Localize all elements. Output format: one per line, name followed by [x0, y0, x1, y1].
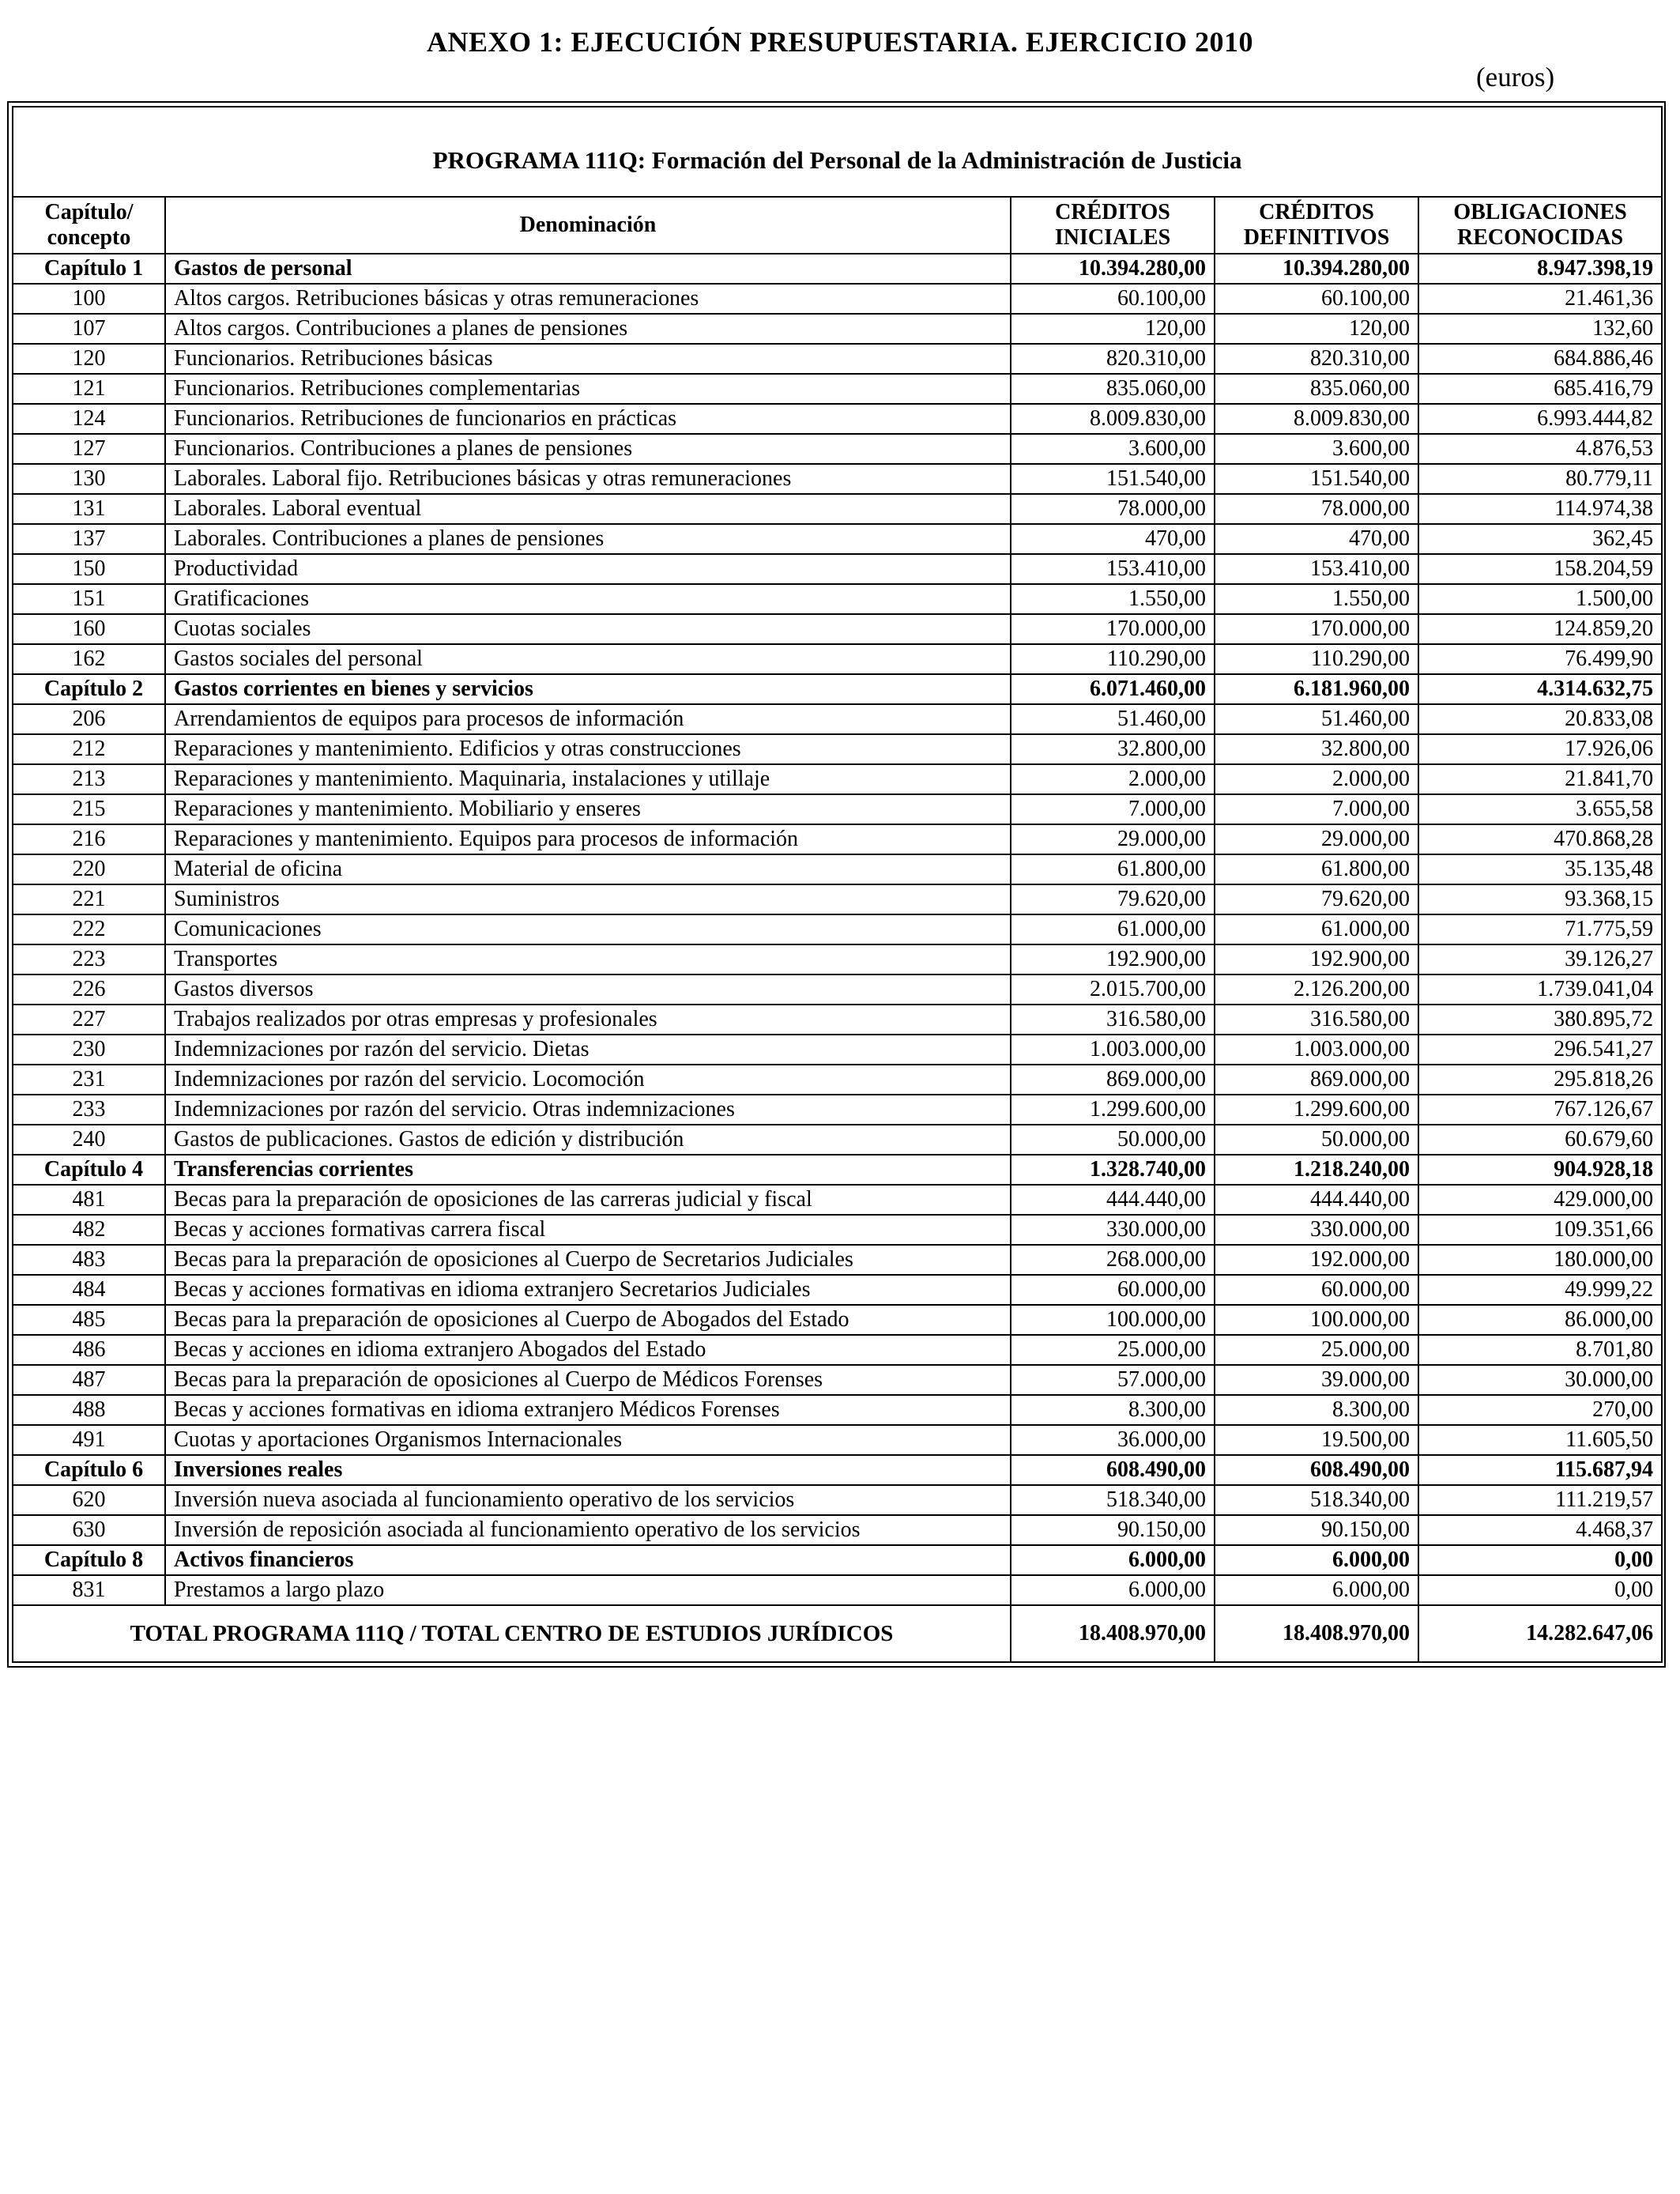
row-initial: 6.000,00 — [1011, 1545, 1215, 1575]
row-initial: 61.000,00 — [1011, 914, 1215, 944]
budget-table — [12, 106, 1663, 1663]
total-initial: 18.408.970,00 — [1011, 1605, 1215, 1662]
row-code: Capítulo 4 — [13, 1155, 165, 1185]
row-final: 79.620,00 — [1215, 884, 1418, 914]
row-initial: 820.310,00 — [1011, 344, 1215, 374]
row-code: 215 — [13, 794, 165, 824]
row-recognized: 114.974,38 — [1418, 494, 1662, 524]
row-initial: 10.394.280,00 — [1011, 254, 1215, 284]
row-recognized: 380.895,72 — [1418, 1005, 1662, 1035]
row-code: 233 — [13, 1095, 165, 1125]
row-final: 2.126.200,00 — [1215, 974, 1418, 1005]
column-header-code-line2: concepto — [47, 225, 131, 250]
row-name: Suministros — [165, 884, 1011, 914]
table-row — [13, 824, 1662, 854]
row-recognized: 767.126,67 — [1418, 1095, 1662, 1125]
row-code: 222 — [13, 914, 165, 944]
row-code: 487 — [13, 1365, 165, 1395]
row-name: Funcionarios. Retribuciones complementarias — [165, 374, 1011, 404]
row-final: 8.300,00 — [1215, 1395, 1418, 1425]
row-initial: 869.000,00 — [1011, 1065, 1215, 1095]
row-recognized: 20.833,08 — [1418, 704, 1662, 734]
row-final: 518.340,00 — [1215, 1485, 1418, 1515]
chapter-row — [13, 254, 1662, 284]
row-final: 25.000,00 — [1215, 1335, 1418, 1365]
row-initial: 7.000,00 — [1011, 794, 1215, 824]
table-row — [13, 1035, 1662, 1065]
row-recognized: 3.655,58 — [1418, 794, 1662, 824]
row-recognized: 8.947.398,19 — [1418, 254, 1662, 284]
row-name: Becas y acciones formativas carrera fiscal — [165, 1215, 1011, 1245]
program-title: PROGRAMA 111Q: Formación del Personal de la Administración de Justicia — [13, 107, 1662, 197]
row-name: Funcionarios. Retribuciones básicas — [165, 344, 1011, 374]
row-recognized: 429.000,00 — [1418, 1185, 1662, 1215]
row-code: 491 — [13, 1425, 165, 1455]
table-row — [13, 1065, 1662, 1095]
row-final: 8.009.830,00 — [1215, 404, 1418, 434]
row-final: 120,00 — [1215, 314, 1418, 344]
column-header-recognized — [1418, 197, 1662, 254]
row-initial: 1.550,00 — [1011, 584, 1215, 614]
table-row — [13, 554, 1662, 584]
row-code: Capítulo 6 — [13, 1455, 165, 1485]
row-final: 90.150,00 — [1215, 1515, 1418, 1545]
row-name: Trabajos realizados por otras empresas y profesionales — [165, 1005, 1011, 1035]
table-row — [13, 464, 1662, 494]
row-code: 107 — [13, 314, 165, 344]
row-name: Altos cargos. Contribuciones a planes de pensiones — [165, 314, 1011, 344]
row-code: 486 — [13, 1335, 165, 1365]
row-final: 32.800,00 — [1215, 734, 1418, 764]
column-header-code — [13, 197, 165, 254]
table-row — [13, 644, 1662, 674]
row-recognized: 0,00 — [1418, 1545, 1662, 1575]
row-name: Becas y acciones en idioma extranjero Abogados del Estado — [165, 1335, 1011, 1365]
table-row — [13, 284, 1662, 314]
row-name: Indemnizaciones por razón del servicio. Locomoción — [165, 1065, 1011, 1095]
row-name: Activos financieros — [165, 1545, 1011, 1575]
row-final: 51.460,00 — [1215, 704, 1418, 734]
row-recognized: 35.135,48 — [1418, 854, 1662, 884]
row-name: Reparaciones y mantenimiento. Equipos para procesos de información — [165, 824, 1011, 854]
row-recognized: 270,00 — [1418, 1395, 1662, 1425]
row-initial: 100.000,00 — [1011, 1305, 1215, 1335]
table-row — [13, 974, 1662, 1005]
column-header-final — [1215, 197, 1418, 254]
row-initial: 316.580,00 — [1011, 1005, 1215, 1035]
total-final: 18.408.970,00 — [1215, 1605, 1418, 1662]
row-recognized: 685.416,79 — [1418, 374, 1662, 404]
table-row — [13, 1395, 1662, 1425]
row-name: Laborales. Laboral eventual — [165, 494, 1011, 524]
row-recognized: 1.739.041,04 — [1418, 974, 1662, 1005]
row-final: 6.000,00 — [1215, 1575, 1418, 1605]
row-code: 630 — [13, 1515, 165, 1545]
row-recognized: 111.219,57 — [1418, 1485, 1662, 1515]
row-final: 192.900,00 — [1215, 944, 1418, 974]
row-initial: 192.900,00 — [1011, 944, 1215, 974]
row-initial: 50.000,00 — [1011, 1125, 1215, 1155]
table-row — [13, 1275, 1662, 1305]
row-recognized: 21.461,36 — [1418, 284, 1662, 314]
table-row — [13, 584, 1662, 614]
row-name: Gastos de personal — [165, 254, 1011, 284]
row-initial: 3.600,00 — [1011, 434, 1215, 464]
row-final: 29.000,00 — [1215, 824, 1418, 854]
column-header-recognized-line1: OBLIGACIONES — [1453, 200, 1627, 224]
row-final: 820.310,00 — [1215, 344, 1418, 374]
row-recognized: 109.351,66 — [1418, 1215, 1662, 1245]
row-final: 170.000,00 — [1215, 614, 1418, 644]
row-code: 221 — [13, 884, 165, 914]
row-name: Cuotas y aportaciones Organismos Internacionales — [165, 1425, 1011, 1455]
row-initial: 8.300,00 — [1011, 1395, 1215, 1425]
row-code: 223 — [13, 944, 165, 974]
row-recognized: 124.859,20 — [1418, 614, 1662, 644]
table-row — [13, 344, 1662, 374]
total-recognized: 14.282.647,06 — [1418, 1605, 1662, 1662]
row-final: 110.290,00 — [1215, 644, 1418, 674]
row-recognized: 4.314.632,75 — [1418, 674, 1662, 704]
row-final: 3.600,00 — [1215, 434, 1418, 464]
column-header-name: Denominación — [165, 197, 1011, 254]
row-code: 137 — [13, 524, 165, 554]
row-initial: 25.000,00 — [1011, 1335, 1215, 1365]
document-title: ANEXO 1: EJECUCIÓN PRESUPUESTARIA. EJERCICIO 2010 — [427, 26, 1253, 58]
row-name: Productividad — [165, 554, 1011, 584]
table-row — [13, 1215, 1662, 1245]
column-header-code-line1: Capítulo/ — [44, 200, 134, 224]
row-name: Becas y acciones formativas en idioma extranjero Secretarios Judiciales — [165, 1275, 1011, 1305]
row-code: 120 — [13, 344, 165, 374]
row-final: 61.000,00 — [1215, 914, 1418, 944]
currency-unit: (euros) — [1476, 62, 1555, 92]
row-name: Laborales. Contribuciones a planes de pensiones — [165, 524, 1011, 554]
row-initial: 608.490,00 — [1011, 1455, 1215, 1485]
row-initial: 120,00 — [1011, 314, 1215, 344]
row-initial: 470,00 — [1011, 524, 1215, 554]
row-final: 2.000,00 — [1215, 764, 1418, 794]
row-final: 10.394.280,00 — [1215, 254, 1418, 284]
total-row — [13, 1605, 1662, 1662]
row-initial: 32.800,00 — [1011, 734, 1215, 764]
row-initial: 2.015.700,00 — [1011, 974, 1215, 1005]
row-final: 192.000,00 — [1215, 1245, 1418, 1275]
row-final: 316.580,00 — [1215, 1005, 1418, 1035]
row-name: Cuotas sociales — [165, 614, 1011, 644]
row-code: 488 — [13, 1395, 165, 1425]
row-name: Becas para la preparación de oposiciones al Cuerpo de Abogados del Estado — [165, 1305, 1011, 1335]
row-final: 1.550,00 — [1215, 584, 1418, 614]
row-recognized: 30.000,00 — [1418, 1365, 1662, 1395]
table-row — [13, 704, 1662, 734]
row-name: Reparaciones y mantenimiento. Edificios y otras construcciones — [165, 734, 1011, 764]
row-name: Gastos corrientes en bienes y servicios — [165, 674, 1011, 704]
row-initial: 79.620,00 — [1011, 884, 1215, 914]
row-recognized: 115.687,94 — [1418, 1455, 1662, 1485]
row-code: 160 — [13, 614, 165, 644]
table-row — [13, 314, 1662, 344]
row-code: 212 — [13, 734, 165, 764]
row-recognized: 158.204,59 — [1418, 554, 1662, 584]
row-code: 230 — [13, 1035, 165, 1065]
row-recognized: 76.499,90 — [1418, 644, 1662, 674]
row-recognized: 11.605,50 — [1418, 1425, 1662, 1455]
table-row — [13, 734, 1662, 764]
row-name: Inversiones reales — [165, 1455, 1011, 1485]
row-final: 1.299.600,00 — [1215, 1095, 1418, 1125]
row-initial: 2.000,00 — [1011, 764, 1215, 794]
row-final: 608.490,00 — [1215, 1455, 1418, 1485]
row-final: 835.060,00 — [1215, 374, 1418, 404]
row-initial: 90.150,00 — [1011, 1515, 1215, 1545]
row-name: Funcionarios. Contribuciones a planes de pensiones — [165, 434, 1011, 464]
row-name: Material de oficina — [165, 854, 1011, 884]
row-initial: 153.410,00 — [1011, 554, 1215, 584]
row-name: Prestamos a largo plazo — [165, 1575, 1011, 1605]
row-recognized: 470.868,28 — [1418, 824, 1662, 854]
row-code: 130 — [13, 464, 165, 494]
row-initial: 835.060,00 — [1011, 374, 1215, 404]
row-final: 60.100,00 — [1215, 284, 1418, 314]
row-code: Capítulo 1 — [13, 254, 165, 284]
row-recognized: 684.886,46 — [1418, 344, 1662, 374]
row-recognized: 93.368,15 — [1418, 884, 1662, 914]
row-recognized: 132,60 — [1418, 314, 1662, 344]
table-row — [13, 494, 1662, 524]
row-final: 61.800,00 — [1215, 854, 1418, 884]
table-row — [13, 1095, 1662, 1125]
row-name: Becas y acciones formativas en idioma extranjero Médicos Forenses — [165, 1395, 1011, 1425]
row-initial: 6.071.460,00 — [1011, 674, 1215, 704]
row-final: 444.440,00 — [1215, 1185, 1418, 1215]
row-recognized: 39.126,27 — [1418, 944, 1662, 974]
row-recognized: 4.468,37 — [1418, 1515, 1662, 1545]
column-header-initial-line1: CRÉDITOS — [1055, 200, 1170, 224]
row-initial: 60.000,00 — [1011, 1275, 1215, 1305]
row-initial: 57.000,00 — [1011, 1365, 1215, 1395]
row-code: 124 — [13, 404, 165, 434]
row-name: Becas para la preparación de oposiciones al Cuerpo de Médicos Forenses — [165, 1365, 1011, 1395]
table-row — [13, 764, 1662, 794]
row-recognized: 21.841,70 — [1418, 764, 1662, 794]
chapter-row — [13, 1545, 1662, 1575]
table-row — [13, 1425, 1662, 1455]
row-initial: 330.000,00 — [1011, 1215, 1215, 1245]
row-name: Gratificaciones — [165, 584, 1011, 614]
row-final: 1.218.240,00 — [1215, 1155, 1418, 1185]
row-initial: 61.800,00 — [1011, 854, 1215, 884]
table-row — [13, 524, 1662, 554]
row-code: 216 — [13, 824, 165, 854]
total-label: TOTAL PROGRAMA 111Q / TOTAL CENTRO DE ESTUDIOS JURÍDICOS — [13, 1605, 1011, 1662]
column-header-recognized-line2: RECONOCIDAS — [1457, 225, 1624, 250]
row-name: Inversión de reposición asociada al funcionamiento operativo de los servicios — [165, 1515, 1011, 1545]
row-code: 620 — [13, 1485, 165, 1515]
row-initial: 268.000,00 — [1011, 1245, 1215, 1275]
row-code: 227 — [13, 1005, 165, 1035]
row-code: 100 — [13, 284, 165, 314]
row-code: 121 — [13, 374, 165, 404]
row-name: Comunicaciones — [165, 914, 1011, 944]
row-initial: 151.540,00 — [1011, 464, 1215, 494]
row-recognized: 295.818,26 — [1418, 1065, 1662, 1095]
row-final: 7.000,00 — [1215, 794, 1418, 824]
program-title-row — [13, 107, 1662, 197]
table-row — [13, 404, 1662, 434]
table-row — [13, 884, 1662, 914]
row-final: 330.000,00 — [1215, 1215, 1418, 1245]
row-initial: 444.440,00 — [1011, 1185, 1215, 1215]
table-row — [13, 1335, 1662, 1365]
column-header-final-line1: CRÉDITOS — [1259, 200, 1374, 224]
row-recognized: 60.679,60 — [1418, 1125, 1662, 1155]
row-recognized: 71.775,59 — [1418, 914, 1662, 944]
row-name: Becas para la preparación de oposiciones al Cuerpo de Secretarios Judiciales — [165, 1245, 1011, 1275]
row-code: Capítulo 8 — [13, 1545, 165, 1575]
row-name: Gastos diversos — [165, 974, 1011, 1005]
row-final: 470,00 — [1215, 524, 1418, 554]
row-initial: 36.000,00 — [1011, 1425, 1215, 1455]
row-name: Transferencias corrientes — [165, 1155, 1011, 1185]
table-body — [13, 254, 1662, 1605]
row-code: 206 — [13, 704, 165, 734]
row-code: 231 — [13, 1065, 165, 1095]
table-row — [13, 794, 1662, 824]
row-recognized: 904.928,18 — [1418, 1155, 1662, 1185]
row-recognized: 362,45 — [1418, 524, 1662, 554]
row-code: 162 — [13, 644, 165, 674]
row-recognized: 296.541,27 — [1418, 1035, 1662, 1065]
row-recognized: 0,00 — [1418, 1575, 1662, 1605]
row-final: 100.000,00 — [1215, 1305, 1418, 1335]
row-code: 482 — [13, 1215, 165, 1245]
row-recognized: 1.500,00 — [1418, 584, 1662, 614]
row-final: 1.003.000,00 — [1215, 1035, 1418, 1065]
row-name: Indemnizaciones por razón del servicio. Otras indemnizaciones — [165, 1095, 1011, 1125]
table-row — [13, 944, 1662, 974]
row-name: Inversión nueva asociada al funcionamiento operativo de los servicios — [165, 1485, 1011, 1515]
row-recognized: 80.779,11 — [1418, 464, 1662, 494]
table-row — [13, 374, 1662, 404]
row-initial: 1.003.000,00 — [1011, 1035, 1215, 1065]
row-initial: 29.000,00 — [1011, 824, 1215, 854]
row-name: Becas para la preparación de oposiciones de las carreras judicial y fiscal — [165, 1185, 1011, 1215]
table-row — [13, 1305, 1662, 1335]
row-initial: 8.009.830,00 — [1011, 404, 1215, 434]
row-initial: 1.299.600,00 — [1011, 1095, 1215, 1125]
row-code: 131 — [13, 494, 165, 524]
table-row — [13, 1575, 1662, 1605]
chapter-row — [13, 1155, 1662, 1185]
table-row — [13, 1005, 1662, 1035]
row-final: 60.000,00 — [1215, 1275, 1418, 1305]
column-header-initial — [1011, 197, 1215, 254]
row-name: Gastos de publicaciones. Gastos de edición y distribución — [165, 1125, 1011, 1155]
row-initial: 60.100,00 — [1011, 284, 1215, 314]
row-final: 6.181.960,00 — [1215, 674, 1418, 704]
row-code: 481 — [13, 1185, 165, 1215]
column-header-final-line2: DEFINITIVOS — [1243, 225, 1390, 250]
row-recognized: 8.701,80 — [1418, 1335, 1662, 1365]
row-recognized: 4.876,53 — [1418, 434, 1662, 464]
row-name: Reparaciones y mantenimiento. Maquinaria, instalaciones y utillaje — [165, 764, 1011, 794]
row-code: 226 — [13, 974, 165, 1005]
row-name: Transportes — [165, 944, 1011, 974]
row-initial: 1.328.740,00 — [1011, 1155, 1215, 1185]
row-code: 485 — [13, 1305, 165, 1335]
row-recognized: 17.926,06 — [1418, 734, 1662, 764]
table-row — [13, 1125, 1662, 1155]
table-row — [13, 914, 1662, 944]
row-initial: 51.460,00 — [1011, 704, 1215, 734]
row-code: 127 — [13, 434, 165, 464]
row-name: Indemnizaciones por razón del servicio. Dietas — [165, 1035, 1011, 1065]
row-name: Arrendamientos de equipos para procesos de información — [165, 704, 1011, 734]
table-row — [13, 1515, 1662, 1545]
table-row — [13, 854, 1662, 884]
row-final: 19.500,00 — [1215, 1425, 1418, 1455]
row-initial: 6.000,00 — [1011, 1575, 1215, 1605]
table-row — [13, 434, 1662, 464]
row-recognized: 6.993.444,82 — [1418, 404, 1662, 434]
chapter-row — [13, 1455, 1662, 1485]
row-code: 151 — [13, 584, 165, 614]
row-initial: 110.290,00 — [1011, 644, 1215, 674]
row-recognized: 49.999,22 — [1418, 1275, 1662, 1305]
row-recognized: 86.000,00 — [1418, 1305, 1662, 1335]
table-row — [13, 1185, 1662, 1215]
row-name: Laborales. Laboral fijo. Retribuciones básicas y otras remuneraciones — [165, 464, 1011, 494]
row-final: 39.000,00 — [1215, 1365, 1418, 1395]
row-code: 213 — [13, 764, 165, 794]
row-code: 483 — [13, 1245, 165, 1275]
row-initial: 170.000,00 — [1011, 614, 1215, 644]
row-final: 869.000,00 — [1215, 1065, 1418, 1095]
row-name: Reparaciones y mantenimiento. Mobiliario y enseres — [165, 794, 1011, 824]
row-code: 831 — [13, 1575, 165, 1605]
row-final: 153.410,00 — [1215, 554, 1418, 584]
row-code: Capítulo 2 — [13, 674, 165, 704]
table-row — [13, 1485, 1662, 1515]
table-row — [13, 614, 1662, 644]
row-final: 78.000,00 — [1215, 494, 1418, 524]
row-code: 240 — [13, 1125, 165, 1155]
row-final: 50.000,00 — [1215, 1125, 1418, 1155]
column-header-row — [13, 197, 1662, 254]
column-header-initial-line2: INICIALES — [1054, 225, 1171, 250]
row-final: 151.540,00 — [1215, 464, 1418, 494]
table-row — [13, 1245, 1662, 1275]
row-initial: 78.000,00 — [1011, 494, 1215, 524]
row-name: Altos cargos. Retribuciones básicas y otras remuneraciones — [165, 284, 1011, 314]
table-row — [13, 1365, 1662, 1395]
row-initial: 518.340,00 — [1011, 1485, 1215, 1515]
row-code: 484 — [13, 1275, 165, 1305]
row-name: Gastos sociales del personal — [165, 644, 1011, 674]
row-recognized: 180.000,00 — [1418, 1245, 1662, 1275]
row-final: 6.000,00 — [1215, 1545, 1418, 1575]
chapter-row — [13, 674, 1662, 704]
row-code: 220 — [13, 854, 165, 884]
row-name: Funcionarios. Retribuciones de funcionarios en prácticas — [165, 404, 1011, 434]
row-code: 150 — [13, 554, 165, 584]
